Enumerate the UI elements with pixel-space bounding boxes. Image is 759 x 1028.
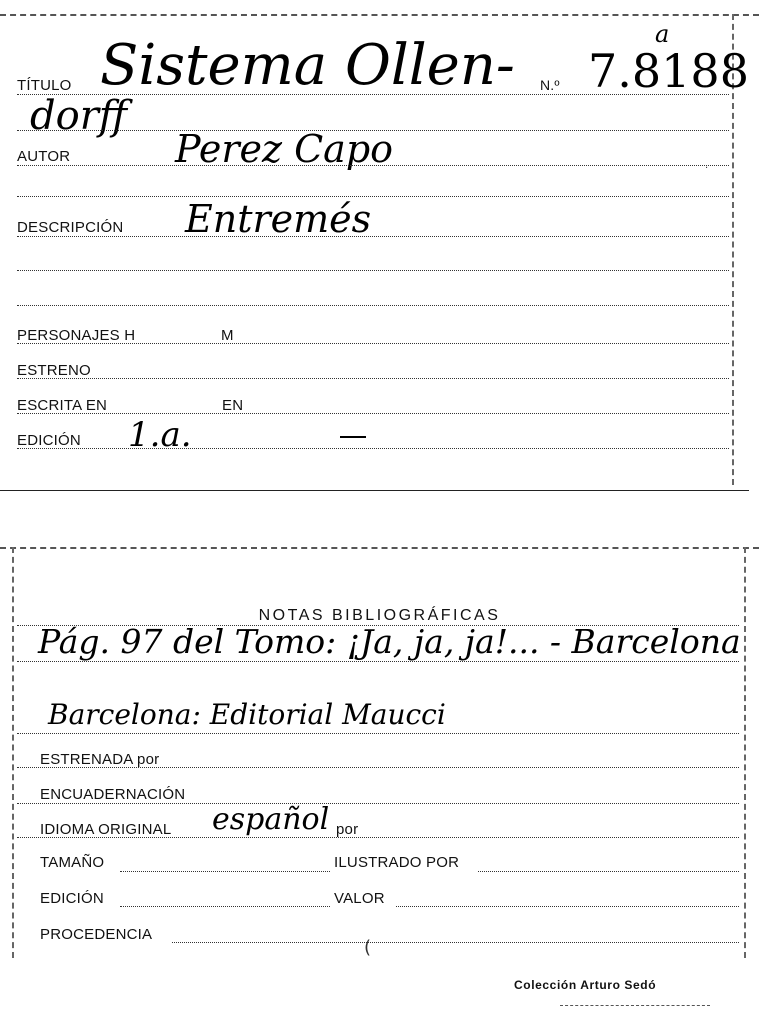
numero-mark: a (655, 20, 670, 48)
estreno-label: ESTRENO (17, 362, 91, 379)
blank-rule-2 (17, 270, 729, 271)
estrenada-por-label: ESTRENADA por (40, 751, 160, 768)
catalog-card-top (0, 0, 759, 495)
footer-rule (560, 1005, 710, 1006)
estreno-rule (17, 378, 729, 379)
autor-rule (17, 165, 729, 166)
tamano-rule (120, 871, 330, 872)
ilustrado-por-label: ILUSTRADO POR (334, 854, 460, 871)
notas-rule-1 (17, 661, 739, 662)
descripcion-rule (17, 236, 729, 237)
notas-rule-2 (17, 733, 739, 734)
valor-label: VALOR (334, 890, 385, 907)
numero-handwritten: 7.8188 (588, 44, 749, 98)
card-bottom-edge (0, 490, 749, 491)
encuadernacion-rule (17, 803, 739, 804)
autor-handwritten: Perez Capo (175, 127, 394, 171)
edicion-bottom-label: EDICIÓN (40, 890, 104, 907)
catalog-card-bottom (0, 535, 759, 1028)
titulo-handwritten-cont: dorff (30, 93, 128, 139)
descripcion-label: DESCRIPCIÓN (17, 219, 124, 236)
edicion-rule (17, 448, 729, 449)
notas-header: NOTAS BIBLIOGRÁFICAS (258, 607, 501, 624)
personajes-h-label: PERSONAJES H (17, 327, 136, 344)
ilustrado-rule (478, 871, 739, 872)
card-top-edge (0, 14, 759, 16)
idioma-rule (17, 837, 739, 838)
notas-handwritten-1: Pág. 97 del Tomo: ¡Ja, ja, ja!... - Barcelona (38, 622, 741, 661)
escrita-rule (17, 413, 729, 414)
stray-mark: ( (364, 937, 372, 958)
titulo-handwritten: Sistema Ollen- (100, 33, 515, 98)
personajes-rule (17, 343, 729, 344)
procedencia-label: PROCEDENCIA (40, 926, 153, 943)
numero-label: N.º (540, 77, 560, 93)
escrita-en-label: ESCRITA EN (17, 397, 108, 414)
idioma-handwritten: español (212, 802, 330, 837)
edicion-handwritten: 1.a. (128, 415, 192, 455)
en-label: EN (222, 397, 244, 414)
stray-dot: · (705, 163, 709, 174)
personajes-m-label: M (221, 327, 234, 344)
autor-label: AUTOR (17, 148, 71, 165)
notas-handwritten-2: Barcelona: Editorial Maucci (48, 698, 446, 731)
encuadernacion-label: ENCUADERNACIÓN (40, 786, 186, 803)
card-top-edge-2 (0, 547, 759, 549)
valor-rule (396, 906, 739, 907)
por-label: por (336, 821, 359, 838)
procedencia-rule (172, 942, 739, 943)
edicion-bottom-rule (120, 906, 330, 907)
blank-rule-3 (17, 305, 729, 306)
titulo-label: TÍTULO (17, 77, 72, 94)
blank-rule-1 (17, 196, 729, 197)
tamano-label: TAMAÑO (40, 854, 105, 871)
descripcion-handwritten: Entremés (185, 197, 372, 241)
edicion-label: EDICIÓN (17, 432, 81, 449)
estrenada-rule (17, 767, 739, 768)
pen-stroke (340, 436, 366, 438)
collection-footer: Colección Arturo Sedó (514, 978, 657, 992)
idioma-original-label: IDIOMA ORIGINAL (40, 821, 172, 838)
